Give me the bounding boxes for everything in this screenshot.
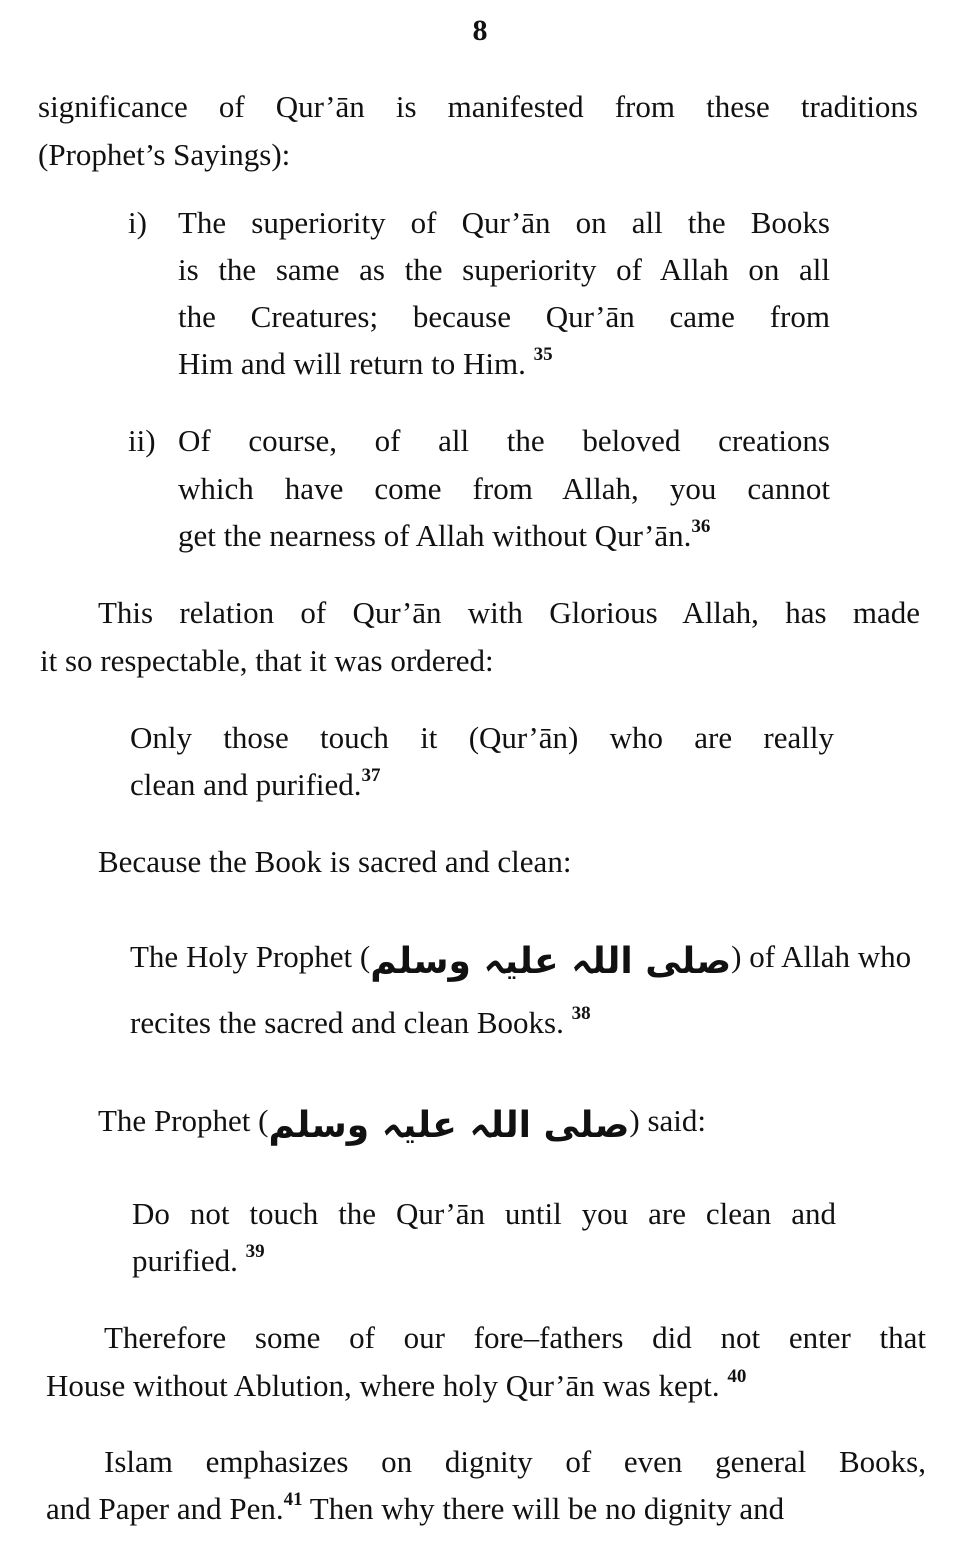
para3 xyxy=(98,1102,706,1145)
para5-line-1: Islam emphasizes on dignity of even general Books, xyxy=(104,1444,926,1479)
quote3-text: purified. xyxy=(132,1243,238,1278)
list-item-2-line-3 xyxy=(178,517,710,555)
quote2-post: ) of Allah who xyxy=(731,939,912,974)
para3-pre: The Prophet ( xyxy=(98,1103,269,1138)
list-item-2-line-1: Of course, of all the beloved creations xyxy=(178,423,830,458)
para1-line-2: it so respectable, that it was ordered: xyxy=(40,643,494,678)
footnote-ref-35: 35 xyxy=(533,344,553,365)
quote2-pre: The Holy Prophet ( xyxy=(130,939,371,974)
para5-text-b: Then why there will be no dignity and xyxy=(302,1491,785,1526)
quote3-line-2 xyxy=(132,1242,265,1280)
para3-post: ) said: xyxy=(629,1103,707,1138)
footnote-ref-41: 41 xyxy=(283,1489,303,1510)
quote1-line-2 xyxy=(130,766,381,804)
quote1-text: clean and purified. xyxy=(130,767,362,802)
list-item-2-text: get the nearness of Allah without Qur’ān. xyxy=(178,518,692,553)
para4-line-2 xyxy=(46,1367,746,1405)
list-item-1-line-1: The superiority of Qur’ān on all the Books xyxy=(178,205,830,240)
quote1-line-1: Only those touch it (Qur’ān) who are really xyxy=(130,720,834,755)
list-marker-2: ii) xyxy=(128,423,156,458)
list-item-1-line-2: is the same as the superiority of Allah on all xyxy=(178,252,830,287)
footnote-ref-36: 36 xyxy=(691,516,711,537)
footnote-ref-38: 38 xyxy=(571,1003,591,1024)
list-item-1-line-3: the Creatures; because Qur’ān came from xyxy=(178,299,830,334)
honorific-arabic-1: صلی اللہ علیہ وسلم xyxy=(370,941,732,982)
para2: Because the Book is sacred and clean: xyxy=(98,844,572,879)
quote2-line-2 xyxy=(130,1004,591,1042)
page-number: 8 xyxy=(472,14,488,47)
quote3-line-1: Do not touch the Qur’ān until you are clean and xyxy=(132,1196,836,1231)
quote2-line-1 xyxy=(130,938,911,981)
footnote-ref-39: 39 xyxy=(245,1241,265,1262)
list-marker-1: i) xyxy=(128,205,147,240)
intro-line-2: (Prophet’s Sayings): xyxy=(38,137,291,172)
para4-text: House without Ablution, where holy Qur’ān was kept. xyxy=(46,1368,720,1403)
honorific-arabic-2: صلی اللہ علیہ وسلم xyxy=(268,1105,630,1146)
para1-line-1: This relation of Qur’ān with Glorious Allah, has made xyxy=(98,595,920,630)
para5-line-2 xyxy=(46,1490,784,1528)
list-item-1-line-4 xyxy=(178,345,553,383)
list-item-2-line-2: which have come from Allah, you cannot xyxy=(178,471,830,506)
list-item-1-text: Him and will return to Him. xyxy=(178,346,526,381)
footnote-ref-37: 37 xyxy=(361,765,381,786)
quote2-text: recites the sacred and clean Books. xyxy=(130,1005,564,1040)
para4-line-1: Therefore some of our fore–fathers did not enter that xyxy=(104,1320,926,1355)
para5-text-a: and Paper and Pen. xyxy=(46,1491,284,1526)
footnote-ref-40: 40 xyxy=(727,1366,747,1387)
intro-line-1: significance of Qur’ān is manifested from these traditions xyxy=(38,89,918,124)
